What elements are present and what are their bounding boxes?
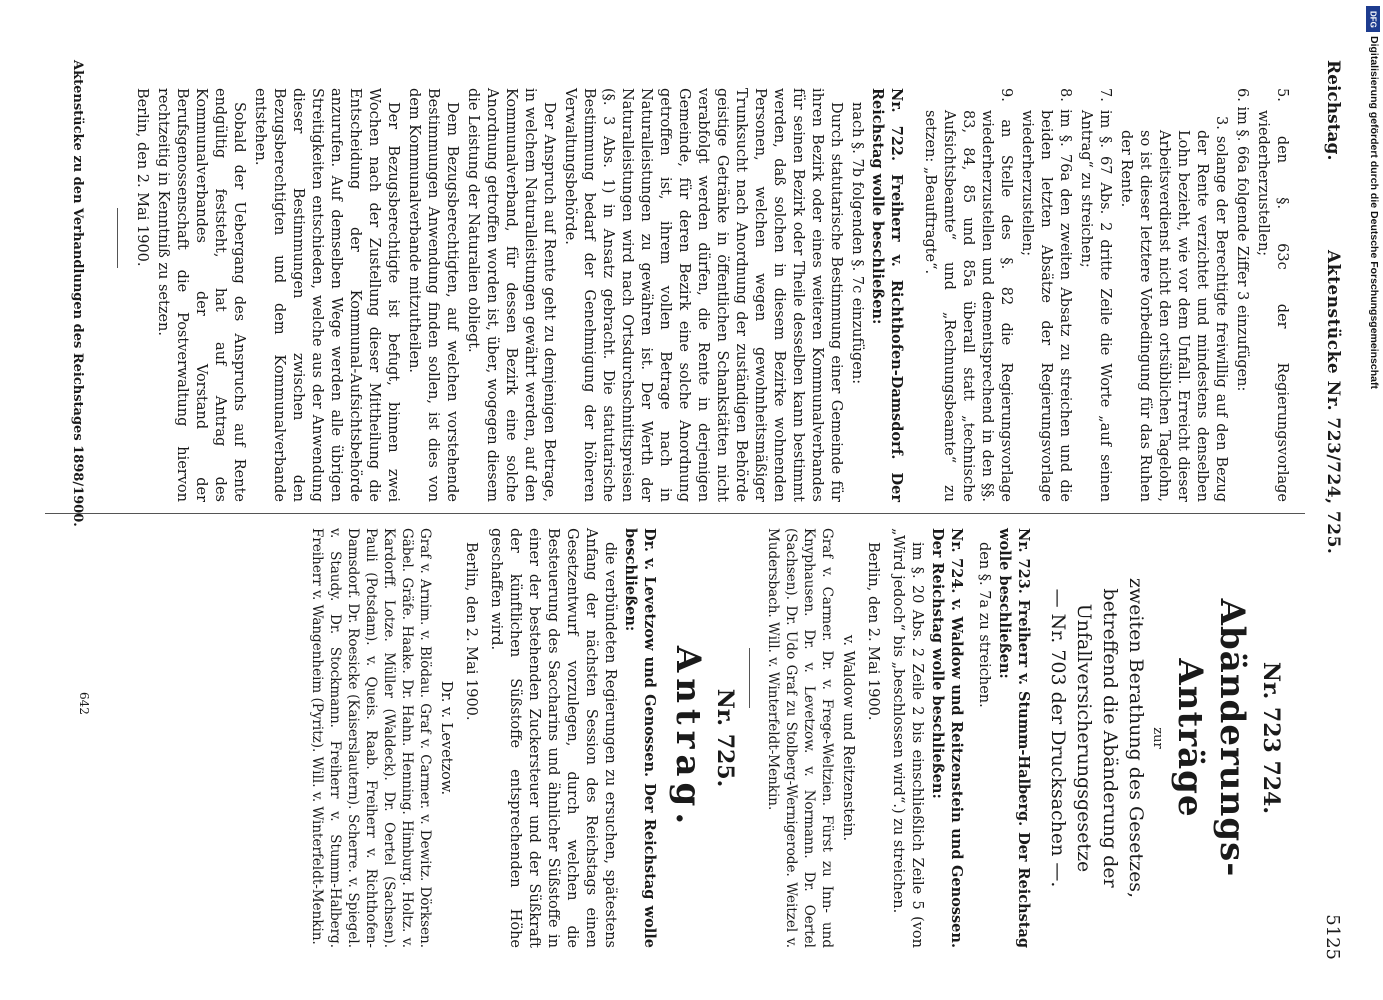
list-item: 7. im §. 67 Abs. 2 dritte Zeile die Worte „auf seinen Antrag“ zu streichen;	[1078, 88, 1113, 503]
signers-list: Graf v. Arnim. v. Blödau. Graf v. Carmer. v. Dewitz. Dörksen. Gäbel. Gräfe. Haake. Dr. Hahn. Henning. Himburg. Holtz. v. Kardorff. Lotze. Müller (Waldeck). Dr. Oertel (Sachsen). Pauli (Potsdam). v. Queis. Raab. Freiherr v. Richthofen-Damsdorf. Dr. Roesicke (Kaiserslautern). Scherre. v. Spiegel. v. Staudy. Dr. Stockmann. Freiherr v. Stumm-Halberg. Freiherr v. Wangenheim (Pyritz). Will. v. Winterfeldt-Menkin.	[309, 528, 433, 948]
nr-title: Nr. 723 724.	[1258, 661, 1284, 815]
signature: Dr. v. Levetzow.	[438, 680, 454, 796]
left-column	[107, 88, 1291, 502]
separator	[749, 648, 750, 708]
right-column	[308, 528, 1291, 948]
date-line: Berlin, den 2. Mai 1900.	[134, 88, 150, 267]
antrag-title: Antrag.	[668, 645, 708, 831]
date-line: Berlin, den 2. Mai 1900.	[865, 542, 881, 721]
main-title: Abänderungs-Anträge	[1170, 598, 1252, 878]
paragraph: Der Bezugsberechtigte ist befugt, binnen zwei Wochen nach der Zustellung dieser Mittheilung die Entscheidung der Kommunal-Aufsichtsbehörde anzurufen. Auf demselben Wege werden alle übrigen Streitigkeiten entschieden, welche aus der Anwendung dieser Bestimmungen zwischen den Bezugsberechtigten und dem Kommunalverbande entstehen.	[252, 88, 401, 502]
list-item: 9. an Stelle des §. 82 die Regierungsvorlage wiederherzustellen und dementsprechend in den §§. 83, 84, 85 und 85a überall statt „technische Aufsichtsbeamte“ und „Rechnungsbeamte“ zu setzen: „Beauftragte“.	[922, 88, 1014, 503]
nr725-heading: Dr. v. Levetzow und Genossen. Der Reichstag wolle beschließen:	[622, 528, 658, 948]
nr722-heading: Nr. 722. Freiherr v. Richthofen-Damsdorf. Der Reichstag wolle beschließen:	[869, 88, 905, 502]
page-number: 5125	[1322, 914, 1343, 960]
zur-label: zur	[1150, 727, 1165, 749]
nr724-body: im §. 20 Abs. 2 Zeile 2 bis einschließlich Zeile 5 (von „Wird jedoch“ bis „beschlossen wird“.) zu streichen.	[890, 528, 925, 948]
nr725-body: die verbündeten Regierungen zu ersuchen, spätestens Anfang der nächsten Session des Reichstags einen Gesetzentwurf vorzulegen, durch welchen die Besteuerung des Saccharins und ähnlicher Süßstoffe in einer der bestehenden Zuckersteuer und der Süßkraft der künftlichen Süßstoffe entsprechenden Höhe geschaffen wird.	[488, 528, 618, 948]
nr725-title: Nr. 725.	[712, 688, 738, 788]
column-divider	[45, 513, 1305, 514]
date-line: Berlin, den 2. Mai 1900.	[463, 542, 479, 721]
header-title: Aktenstücke Nr. 723/724, 725.	[1323, 250, 1343, 555]
separator	[117, 208, 118, 268]
signers-list: Graf v. Carmer. Dr. v. Frege-Weltzien. Fürst zu Inn- und Knyphausen. Dr. v. Levetzow. v. Normann. Dr. Oertel (Sachsen). Dr. Udo Graf zu Stolberg-Wernigerode. Weitzel v. Mudersbach. Will. v. Winterfeldt-Menkin.	[765, 528, 835, 948]
paragraph: Sobald der Uebergang des Anspruchs auf Rente endgültig feststeht, hat auf Antrag des Kommunalverbandes der Vorstand der Berufsgenossenschaft die Postverwaltung hiervon rechtzeitig in Kenntniß zu setzen.	[155, 88, 247, 502]
header-left: Reichstag.	[1323, 60, 1343, 161]
paragraph: Der Anspruch auf Rente geht zu demjenigen Betrage, in welchem Naturalleistungen gewährt werden, auf den Kommunalverband, für dessen Bezirk eine solche Anordnung getroffen worden ist, über, wogegen diesem die Leistung der Naturalien obliegt.	[465, 88, 557, 502]
dfg-credit: Digitalisierung gefördert durch die Deutsche Forschungsgemeinschaft	[1368, 36, 1380, 389]
nr723-heading: Nr. 723. Freiherr v. Stumm-Halberg. Der Reichstag wolle beschließen:	[996, 528, 1032, 948]
footer-text: Aktenstücke zu den Verhandlungen des Reichstages 1898/1900.	[70, 60, 85, 527]
signature: v. Waldow und Reitzenstein.	[840, 634, 856, 842]
subtitle: zweiten Berathung des Gesetzes, betreffend die Abänderung der Unfallversicherungsgesetze	[1073, 577, 1147, 899]
list-item: 8. im §. 76a den zweiten Absatz zu streichen und die beiden letzten Absätze der Regierungsvorlage wiederherzustellen;	[1019, 88, 1073, 502]
paragraph: Dem Bezugsberechtigten, auf welchen vorstehende Bestimmungen Anwendung finden sollen, ist dies von dem Kommunalverbande mitzutheilen.	[406, 88, 460, 502]
paragraph: Durch statutarische Bestimmung einer Gemeinde für ihren Bezirk oder eines weiteren Kommunalverbandes für seinen Bezirk oder Theile desselben kann bestimmt werden, daß solchen in diesem Bezirke wohnenden Personen, welchen wegen gewohnheitsmäßiger Trunksucht nach Anordnung der zuständigen Behörde geistige Getränke in öffentlichen Schankstätten nicht verabfolgt werden dürfen, die Rente in derjenigen Gemeinde, für deren Bezirk eine solche Anordnung getroffen ist, ihrem vollen Betrage nach in Naturalleistungen zu gewähren ist. Der Werth der Naturalleistungen wird nach Ortsdurchschnittspreisen (§. 3 Abs. 1) in Ansatz gebracht. Die statutarische Bestimmung bedarf der Genehmigung der höheren Verwaltungsbehörde.	[562, 88, 844, 502]
list-item: 3. solange der Berechtigte freiwillig auf den Bezug der Rente verzichtet und mindestens denselben Lohn bezieht, wie vor dem Unfall. Erreicht dieser Arbeitsverdienst nicht den ortsüblichen Tagelohn, so ist dieser letztere Vorbedingung für das Ruhen der Rente.	[1118, 116, 1229, 502]
nr722-intro: nach §. 7b folgenden §. 7c einzufügen:	[849, 102, 865, 385]
list-item: 6. im §. 66a folgende Ziffer 3 einzufügen:	[1234, 88, 1250, 392]
subtitle-ref: — Nr. 703 der Drucksachen —.	[1047, 588, 1069, 888]
nr723-body: den §. 7a zu streichen.	[976, 542, 992, 708]
list-item: 5. den §. 63c der Regierungsvorlage wiederherzustellen;	[1255, 88, 1290, 502]
dfg-logo: DFG	[1366, 6, 1380, 32]
nr724-heading: Nr. 724. v. Waldow und Reitzenstein und Genossen. Der Reichstag wolle beschließen:	[929, 528, 965, 948]
sheet-number: 642	[77, 692, 91, 715]
